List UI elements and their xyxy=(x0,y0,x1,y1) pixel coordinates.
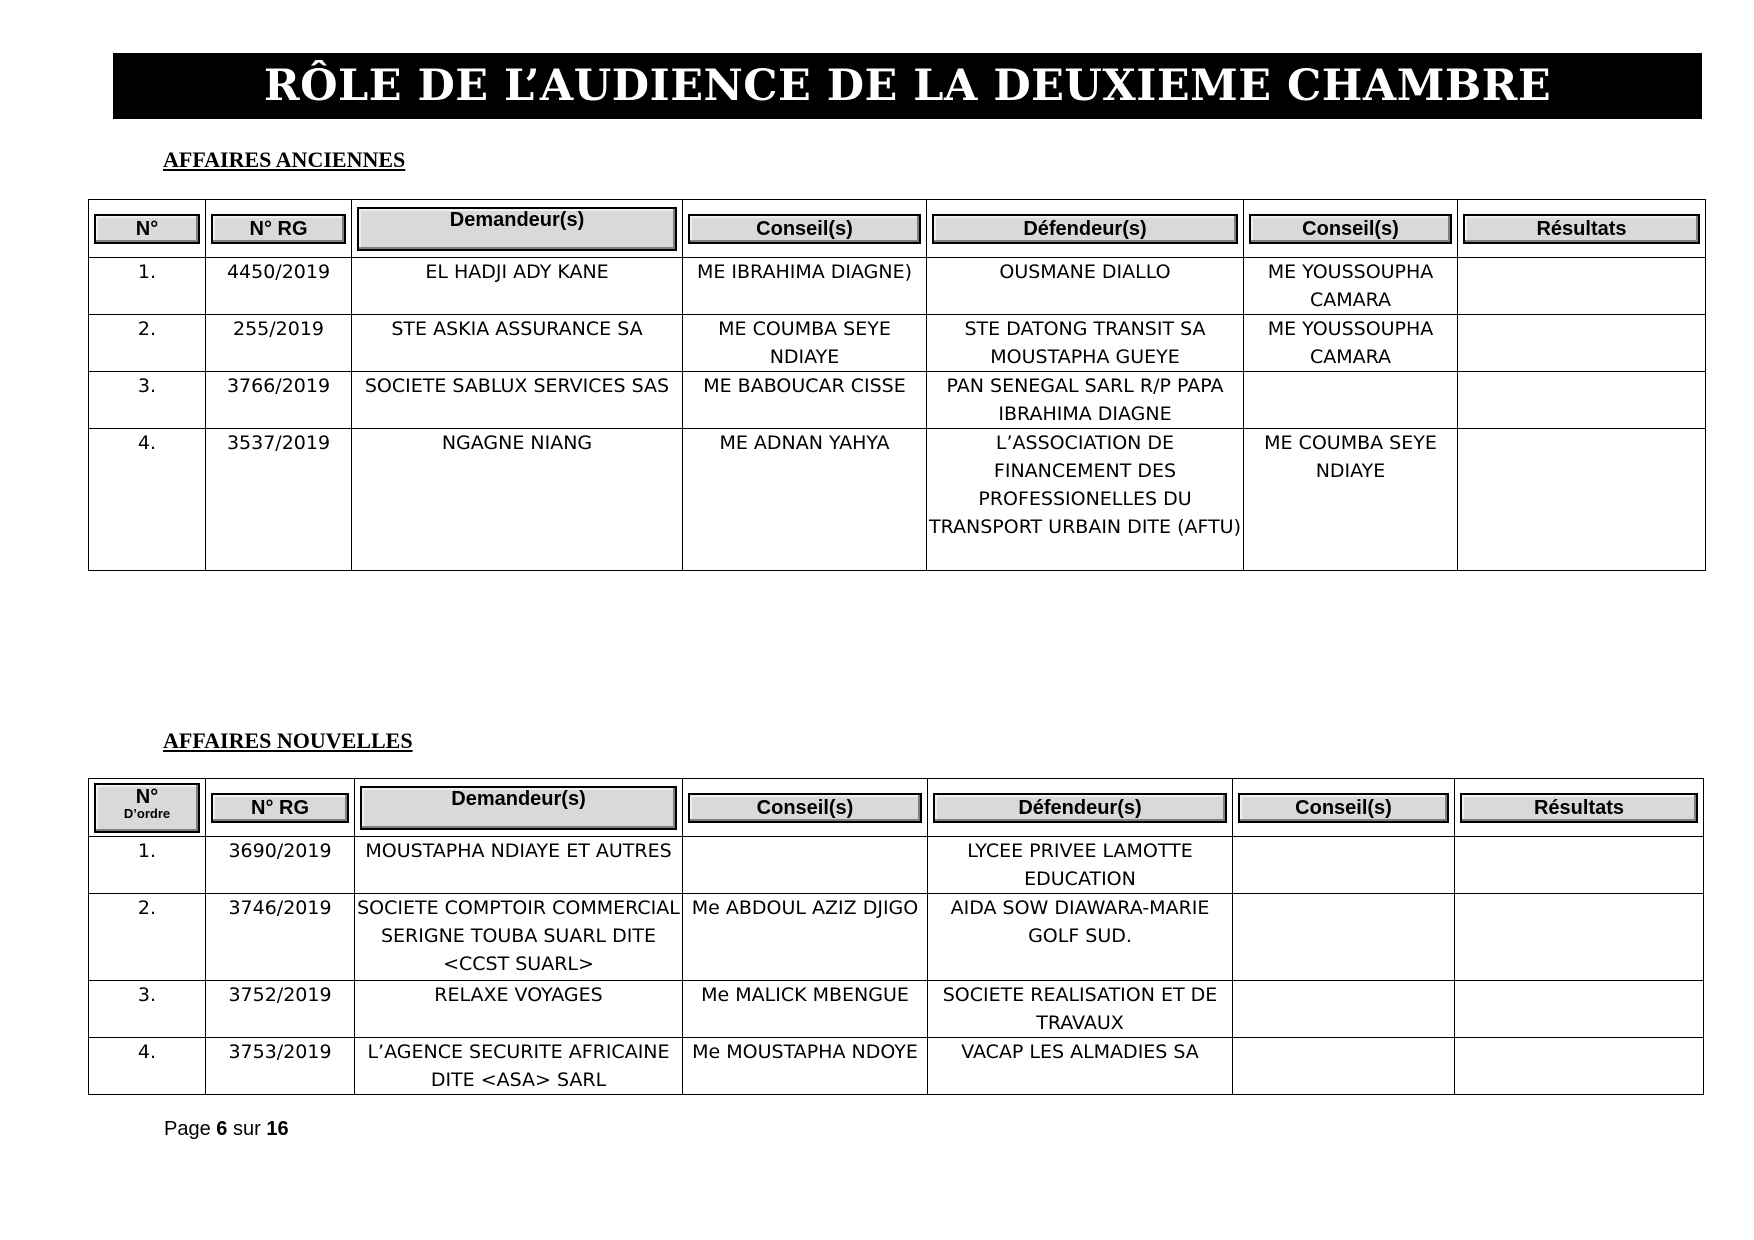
table-row xyxy=(89,315,1706,372)
header-conseil: Conseil(s) xyxy=(1244,200,1458,258)
cell-conseil: ME ADNAN YAHYA xyxy=(683,429,927,571)
cell-conseil: Me MALICK MBENGUE xyxy=(683,981,928,1038)
header-demandeur: Demandeur(s) xyxy=(355,779,683,837)
table-row xyxy=(89,894,1704,981)
cell-defendeur: STE DATONG TRANSIT SA MOUSTAPHA GUEYE xyxy=(927,315,1244,372)
cell-conseil: ME YOUSSOUPHA CAMARA xyxy=(1244,315,1458,372)
cell-conseil: ME IBRAHIMA DIAGNE) xyxy=(683,258,927,315)
cell-rg: 255/2019 xyxy=(206,315,352,372)
cell-conseil: Me MOUSTAPHA NDOYE xyxy=(683,1038,928,1095)
table-row xyxy=(89,837,1704,894)
table-header-row xyxy=(89,200,1706,258)
cell-defendeur: SOCIETE REALISATION ET DE TRAVAUX xyxy=(928,981,1233,1038)
header-defendeur: Défendeur(s) xyxy=(927,200,1244,258)
section-title-anciennes: AFFAIRES ANCIENNES xyxy=(163,147,406,172)
cell-demandeur: SOCIETE SABLUX SERVICES SAS xyxy=(352,372,683,429)
title-banner xyxy=(113,53,1702,119)
cell-num: 3. xyxy=(89,981,206,1038)
cell-conseil xyxy=(683,837,928,894)
cell-conseil xyxy=(1233,981,1455,1038)
cell-demandeur: RELAXE VOYAGES xyxy=(355,981,683,1038)
cell-resultats xyxy=(1458,258,1706,315)
table-header-row xyxy=(89,779,1704,837)
page-title: RÔLE DE L’AUDIENCE DE LA DEUXIEME CHAMBRE xyxy=(263,61,1552,111)
cell-rg: 3766/2019 xyxy=(206,372,352,429)
cell-conseil xyxy=(1233,1038,1455,1095)
cell-num: 4. xyxy=(89,1038,206,1095)
header-conseil: Conseil(s) xyxy=(1233,779,1455,837)
header-rg: N° RG xyxy=(206,779,355,837)
header-demandeur: Demandeur(s) xyxy=(352,200,683,258)
cell-demandeur: STE ASKIA ASSURANCE SA xyxy=(352,315,683,372)
cell-conseil xyxy=(1233,837,1455,894)
cell-resultats xyxy=(1455,1038,1704,1095)
cell-demandeur: L’AGENCE SECURITE AFRICAINE DITE <ASA> SARL xyxy=(355,1038,683,1095)
cell-rg: 3753/2019 xyxy=(206,1038,355,1095)
footer-page-number: 6 xyxy=(216,1118,228,1140)
table-affaires-nouvelles xyxy=(88,778,1704,1095)
cell-num: 3. xyxy=(89,372,206,429)
footer-page-total: 16 xyxy=(266,1118,289,1140)
table-row xyxy=(89,372,1706,429)
cell-rg: 3752/2019 xyxy=(206,981,355,1038)
cell-conseil: ME YOUSSOUPHA CAMARA xyxy=(1244,258,1458,315)
cell-rg: 4450/2019 xyxy=(206,258,352,315)
cell-defendeur: OUSMANE DIALLO xyxy=(927,258,1244,315)
cell-defendeur: LYCEE PRIVEE LAMOTTE EDUCATION xyxy=(928,837,1233,894)
cell-defendeur: AIDA SOW DIAWARA-MARIE GOLF SUD. xyxy=(928,894,1233,981)
table-affaires-anciennes xyxy=(88,199,1706,571)
cell-num: 1. xyxy=(89,258,206,315)
cell-num: 1. xyxy=(89,837,206,894)
footer-prefix: Page xyxy=(164,1118,211,1140)
table-row xyxy=(89,1038,1704,1095)
cell-defendeur: L’ASSOCIATION DE FINANCEMENT DES PROFESSIONELLES DU TRANSPORT URBAIN DITE (AFTU) xyxy=(927,429,1244,571)
cell-conseil: ME COUMBA SEYE NDIAYE xyxy=(1244,429,1458,571)
header-rg: N° RG xyxy=(206,200,352,258)
cell-defendeur: VACAP LES ALMADIES SA xyxy=(928,1038,1233,1095)
cell-rg: 3690/2019 xyxy=(206,837,355,894)
cell-resultats xyxy=(1455,894,1704,981)
cell-conseil: Me ABDOUL AZIZ DJIGO xyxy=(683,894,928,981)
cell-defendeur: PAN SENEGAL SARL R/P PAPA IBRAHIMA DIAGNE xyxy=(927,372,1244,429)
cell-demandeur: SOCIETE COMPTOIR COMMERCIAL SERIGNE TOUBA SUARL DITE <CCST SUARL> xyxy=(355,894,683,981)
cell-rg: 3746/2019 xyxy=(206,894,355,981)
cell-resultats xyxy=(1455,837,1704,894)
cell-num: 4. xyxy=(89,429,206,571)
cell-resultats xyxy=(1458,372,1706,429)
cell-conseil: ME BABOUCAR CISSE xyxy=(683,372,927,429)
header-conseil: Conseil(s) xyxy=(683,779,928,837)
cell-demandeur: NGAGNE NIANG xyxy=(352,429,683,571)
cell-demandeur: EL HADJI ADY KANE xyxy=(352,258,683,315)
header-num-ordre: N° D’ordre xyxy=(89,779,206,837)
table-row xyxy=(89,429,1706,571)
cell-conseil: ME COUMBA SEYE NDIAYE xyxy=(683,315,927,372)
cell-resultats xyxy=(1458,429,1706,571)
section-title-nouvelles: AFFAIRES NOUVELLES xyxy=(163,728,413,753)
table-row xyxy=(89,981,1704,1038)
header-conseil: Conseil(s) xyxy=(683,200,927,258)
cell-num: 2. xyxy=(89,315,206,372)
header-resultats: Résultats xyxy=(1458,200,1706,258)
cell-conseil xyxy=(1244,372,1458,429)
cell-conseil xyxy=(1233,894,1455,981)
footer-sep: sur xyxy=(232,1118,261,1140)
header-defendeur: Défendeur(s) xyxy=(928,779,1233,837)
cell-resultats xyxy=(1458,315,1706,372)
page-footer xyxy=(164,1118,289,1141)
cell-num: 2. xyxy=(89,894,206,981)
cell-rg: 3537/2019 xyxy=(206,429,352,571)
table-row xyxy=(89,258,1706,315)
cell-demandeur: MOUSTAPHA NDIAYE ET AUTRES xyxy=(355,837,683,894)
header-resultats: Résultats xyxy=(1455,779,1704,837)
cell-resultats xyxy=(1455,981,1704,1038)
header-num: N° xyxy=(89,200,206,258)
